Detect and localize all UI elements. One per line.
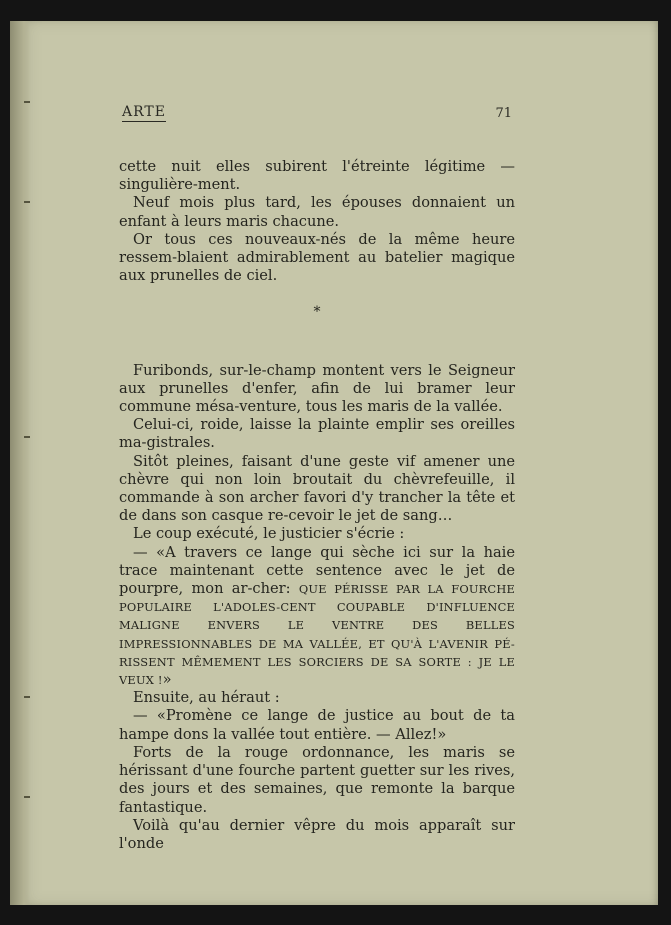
binding-mark: [24, 436, 30, 438]
quote-close: »: [162, 671, 172, 689]
body-text: [119, 158, 515, 853]
paragraph: Forts de la rouge ordonnance, les maris se hérissant d'une fourche partent guetter sur les rives, des jours et des semaines, que remonte la barque fantastique.: [119, 743, 515, 816]
page-header: [122, 104, 512, 126]
paragraph-sentence: [119, 544, 515, 690]
paragraph: — «Promène ce lange de justice au bout de ta hampe dons la vallée tout entière. — Allez!»: [119, 707, 515, 743]
running-head: ARTE: [122, 104, 166, 120]
binding-mark: [24, 796, 30, 798]
paragraph: Neuf mois plus tard, les épouses donnaient un enfant à leurs maris chacune.: [119, 194, 515, 230]
binding-gutter: [10, 21, 30, 905]
page-number: 71: [495, 106, 512, 121]
paragraph: Le coup exécuté, le justicier s'écrie :: [133, 525, 405, 543]
section-separator: *: [313, 304, 321, 321]
paragraph: Or tous ces nouveaux-nés de la même heure ressem-blaient admirablement au batelier magique aux prunelles de ciel.: [119, 230, 515, 285]
small-caps-sentence: QUE PÉRISSE PAR LA FOURCHE POPULAIRE L'ADOLES-CENT COUPABLE D'INFLUENCE MALIGNE ENVERS LE VENTRE DES BELLES IMPRESSIONNABLES DE MA VALLÉE, ET QU'À L'AVENIR PÉ-RISSENT MÊMEMENT LES SORCIERS DE SA SORTE : JE LE VEUX !: [119, 582, 515, 688]
paragraph: Celui-ci, roide, laisse la plainte emplir ses oreilles ma-gistrales.: [119, 416, 515, 452]
paragraph: Furibonds, sur-le-champ montent vers le Seigneur aux prunelles d'enfer, afin de lui bramer leur commune mésa-venture, tous les maris de la vallée.: [119, 361, 515, 416]
paragraph: Sitôt pleines, faisant d'une geste vif amener une chèvre qui non loin broutait du chèvrefeuille, il commande à son archer favori d'y trancher la tête et de dans son casque re-cevoir le jet de sang…: [119, 452, 515, 525]
sentence-intro: — «A travers ce lange qui sèche ici sur la haie trace maintenant cette sentence avec le jet de pourpre, mon ar-cher:: [119, 543, 515, 598]
paragraph: Ensuite, au héraut :: [133, 689, 280, 707]
paragraph: cette nuit elles subirent l'étreinte légitime — singulière-ment.: [119, 158, 515, 194]
binding-mark: [24, 101, 30, 103]
binding-mark: [24, 201, 30, 203]
binding-mark: [24, 696, 30, 698]
paragraph: Voilà qu'au dernier vêpre du mois apparaît sur l'onde: [119, 816, 515, 852]
